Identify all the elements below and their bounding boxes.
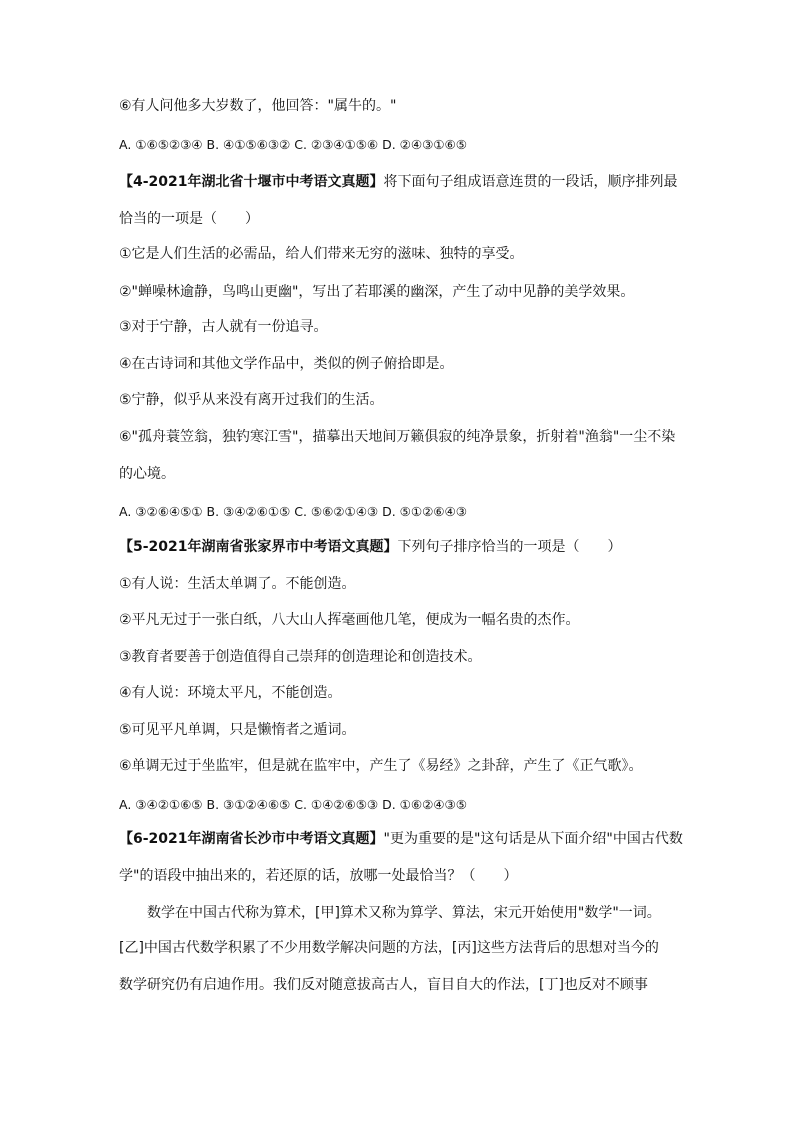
- q4-options: A. ③②⑥④⑤① B. ③④②⑥①⑤ C. ⑤⑥②①④③ D. ⑤①②⑥④③: [119, 504, 467, 519]
- q4-item-2: ②"蝉噪林逾静，鸟鸣山更幽"，写出了若耶溪的幽深，产生了动中见静的美学效果。: [119, 284, 635, 300]
- q5-item-6: ⑥单调无过于坐监牢，但是就在监牢中，产生了《易经》之卦辞，产生了《正气歌》。: [119, 758, 643, 774]
- q5-item-2: ②平凡无过于一张白纸，八大山人挥毫画他几笔，便成为一幅名贵的杰作。: [119, 612, 580, 628]
- q4-item-6: ⑥"孤舟蓑笠翁，独钓寒江雪"，描摹出天地间万籁俱寂的纯净景象，折射着"渔翁"一尘不染: [119, 429, 676, 445]
- question-5-header: 【5-2021年湖南省张家界市中考语文真题】下列句子排序恰当的一项是（ ）: [119, 539, 622, 555]
- q6-passage-line-3: 数学研究仍有启迪作用。我们反对随意拔高古人，盲目自大的作法，[丁]也反对不顾事: [119, 977, 648, 993]
- q5-item-4: ④有人说：环境太平凡，不能创造。: [119, 685, 342, 701]
- q6-passage-line-2: [乙]中国古代数学积累了不少用数学解决问题的方法，[丙]这些方法背后的思想对当今的: [119, 940, 659, 956]
- question-4-stem-cont: 恰当的一项是（ ）: [119, 211, 259, 227]
- q4-item-5: ⑤宁静，似乎从来没有离开过我们的生活。: [119, 392, 384, 408]
- q5-options: A. ③④②①⑥⑤ B. ③①②④⑥⑤ C. ①④②⑥⑤③ D. ①⑥②④③⑤: [119, 797, 467, 812]
- question-6-stem-cont: 学"的语段中抽出来的，若还原的话，放哪一处最恰当？（ ）: [119, 868, 518, 884]
- question-4-header: 【4-2021年湖北省十堰市中考语文真题】将下面句子组成语意连贯的一段话，顺序排列最: [119, 174, 678, 190]
- line-q3-item6: ⑥有人问他多大岁数了，他回答："属牛的。": [119, 98, 397, 114]
- q5-item-3: ③教育者要善于创造值得自己崇拜的创造理论和创造技术。: [119, 649, 482, 665]
- q4-item-1: ①它是人们生活的必需品，给人们带来无穷的滋味、独特的享受。: [119, 246, 524, 262]
- q6-passage-line-1: 数学在中国古代称为算术，[甲]算术又称为算学、算法，宋元开始使用"数学"一词。: [147, 905, 661, 921]
- q4-item-6-cont: 的心境。: [119, 466, 175, 482]
- question-6-header: 【6-2021年湖南省长沙市中考语文真题】"更为重要的是"这句话是从下面介绍"中国古代数: [119, 831, 683, 847]
- q4-item-3: ③对于宁静，古人就有一份追寻。: [119, 319, 328, 335]
- q5-item-1: ①有人说：生活太单调了。不能创造。: [119, 576, 356, 592]
- q4-item-4: ④在古诗词和其他文学作品中，类似的例子俯拾即是。: [119, 356, 454, 372]
- q5-item-5: ⑤可见平凡单调，只是懒惰者之遁词。: [119, 722, 356, 738]
- line-q3-options: A. ①⑥⑤②③④ B. ④①⑤⑥③② C. ②③④①⑤⑥ D. ②④③①⑥⑤: [119, 137, 467, 152]
